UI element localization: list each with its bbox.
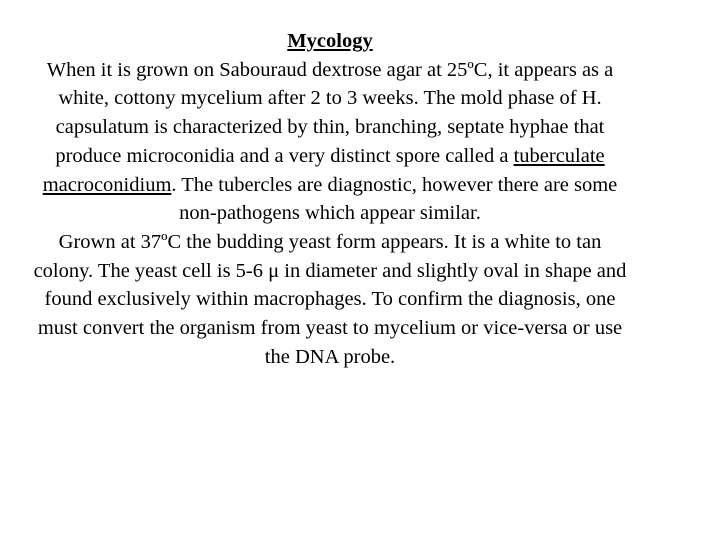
paragraph-mold-phase-lead: When it is grown on Sabouraud dextrose agar at 25ºC, it appears as a white, cottony mycelium after 2 to 3 weeks. The mold phase of H. capsulatum is characterized by thin, branching, septate hyphae that produce microconidia and a very distinct spore called a <box>46 58 614 167</box>
slide-body <box>30 27 630 371</box>
paragraph-yeast-phase: Grown at 37ºC the budding yeast form appears. It is a white to tan colony. The yeast cell is 5-6 μ in diameter and slightly oval in shape and found exclusively within macrophages. To confirm the diagnosis, one must convert the organism from yeast to mycelium or vice-versa or use the DNA probe. <box>33 230 627 368</box>
paragraph-mold-phase <box>30 56 630 228</box>
paragraph-mold-phase-tail: . The tubercles are diagnostic, however there are some non-pathogens which appear similar. <box>171 173 618 225</box>
term-tuberculate-macroconidium: tuberculate macroconidium <box>42 144 605 196</box>
slide-title: Mycology <box>287 30 373 52</box>
